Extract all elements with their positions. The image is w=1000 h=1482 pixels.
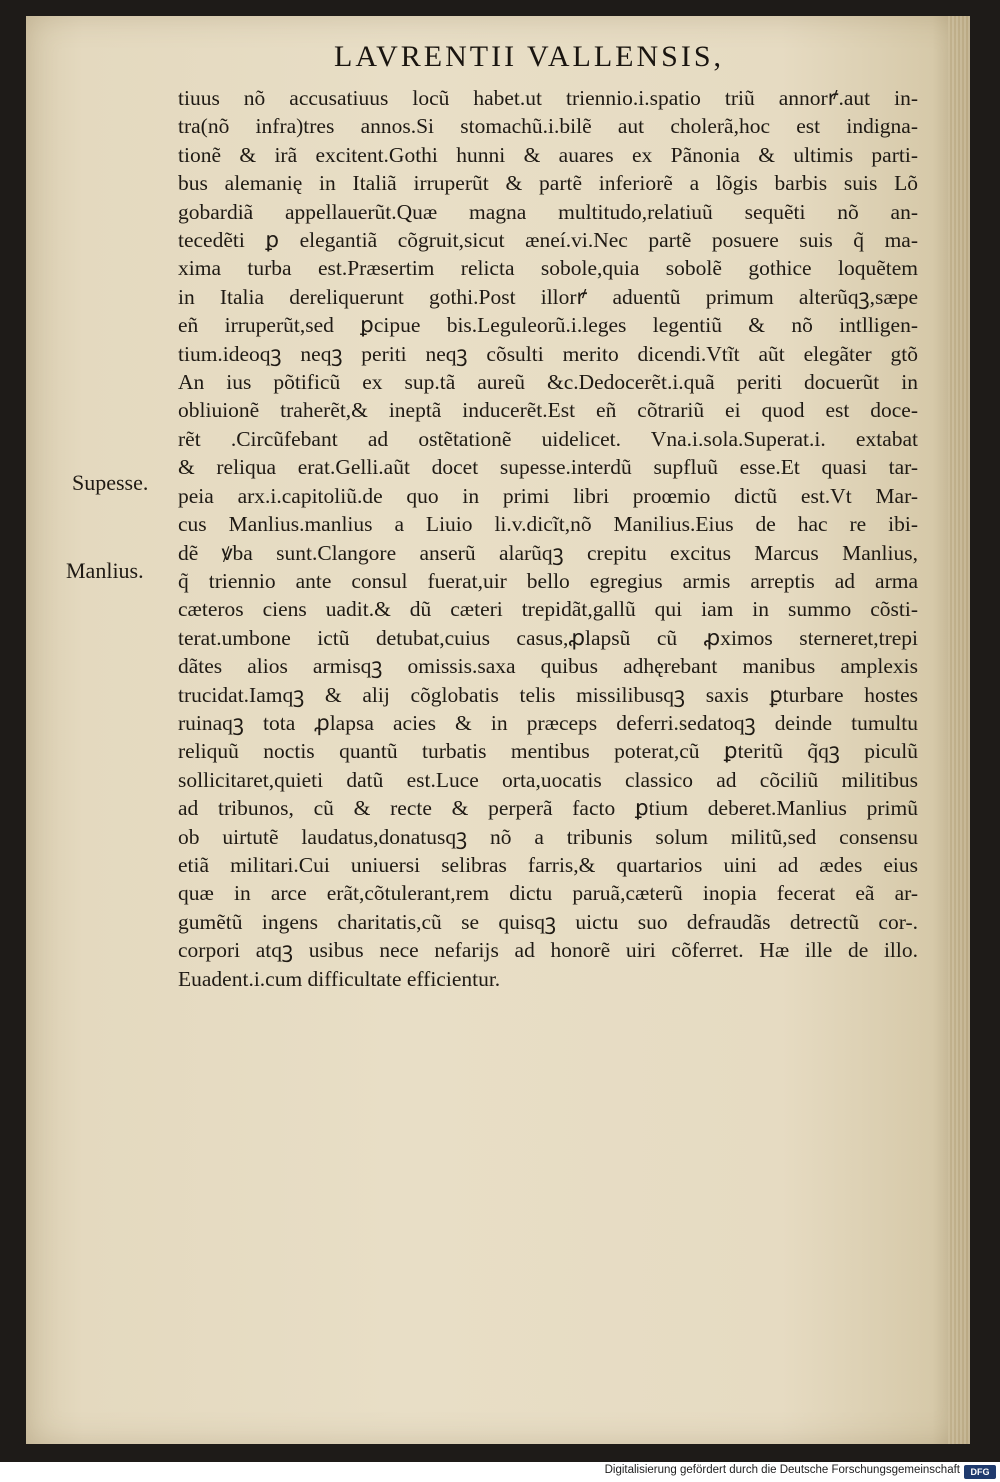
marginal-note-manlius: Manlius. (66, 558, 144, 583)
text-line: gobardiã appellauerũt.Quæ magna multitudo,relatiuũ sequẽti nõ an- (178, 199, 918, 224)
text-line: quæ in arce erãt,cõtulerant,rem dictu paruã,cæterũ inopia fecerat eã ar- (178, 881, 918, 906)
text-line: tra(nõ infra)tres annos.Si stomachũ.i.bilẽ aut cholerã,hoc est indigna- (178, 114, 918, 139)
text-line: in Italia dereliquerunt gothi.Post illorꝵ aduentũ primum alterũqꝫ,sæpe (178, 284, 918, 309)
text-line: terat.umbone ictũ detubat,cuius casus,ꝓlapsũ cũ ꝓximos sterneret,trepi (178, 625, 918, 650)
text-line: dẽ ꝟba sunt.Clangore anserũ alarũqꝫ crepitu excitus Marcus Manlius, (178, 540, 918, 565)
text-line: gumẽtũ ingens charitatis,cũ se quisqꝫ uictu suo defraudãs detrectũ cor-. (178, 909, 918, 934)
text-line: & reliqua erat.Gelli.aũt docet supesse.interdũ supfluũ esse.Et quasi tar- (178, 455, 918, 480)
text-line: corpori atqꝫ usibus nece nefarijs ad honorẽ uiri cõferret. Hæ ille de illo. (178, 938, 918, 963)
text-line: reliquũ noctis quantũ turbatis mentibus poterat,cũ ꝑteritũ q̃qꝫ piculũ (178, 739, 918, 764)
text-line: tionẽ & irã excitent.Gothi hunni & auares ex Pãnonia & ultimis parti- (178, 142, 918, 167)
text-line: ad tribunos, cũ & recte & perperã facto ꝑtium deberet.Manlius primũ (178, 796, 918, 821)
text-line: trucidat.Iamqꝫ & alij cõglobatis telis missilibusqꝫ saxis ꝑturbare hostes (178, 682, 918, 707)
text-line: rẽt .Circũfebant ad ostẽtationẽ uidelicet. Vna.i.sola.Superat.i. extabat (178, 426, 918, 451)
text-line: tiuus nõ accusatiuus locũ habet.ut triennio.i.spatio triũ annorꝵ.aut in- (178, 86, 918, 110)
body-text (178, 84, 918, 993)
footer-bar (0, 1462, 1000, 1482)
text-line: ruinaqꝫ tota ꝓlapsa acies & in præceps deferri.sedatoqꝫ deinde tumultu (178, 710, 918, 735)
text-line: Euadent.i.cum difficultate efficientur. (178, 966, 501, 991)
text-line: tecedẽti ꝑ elegantiã cõgruit,sicut æneí.vi.Nec partẽ posuere suis q̃ ma- (178, 228, 918, 253)
text-line: An ius põtificũ ex sup.tã aureũ &c.Dedocerẽt.i.quã periti docuerũt in (178, 370, 918, 395)
text-line: xima turba est.Præsertim relicta sobole,quia sobolẽ gothice loquẽtem (178, 256, 918, 281)
text-line: etiã militari.Cui uniuersi selibras farris,& quartarios uini ad ædes eius (178, 852, 918, 877)
marginal-note-supesse: Supesse. (72, 470, 149, 495)
text-line: dãtes alios armisqꝫ omissis.saxa quibus adhęrebant manibus amplexis (178, 654, 918, 679)
dfg-logo: DFG (964, 1465, 996, 1479)
text-line: peia arx.i.capitoliũ.de quo in primi libri proœmio dictũ est.Vt Mar- (178, 483, 918, 508)
text-line: sollicitaret,quieti datũ est.Luce orta,uocatis classico ad cõciliũ militibus (178, 767, 918, 792)
running-head: LAVRENTII VALLENSIS, (334, 40, 725, 73)
text-line: ob uirtutẽ laudatus,donatusqꝫ nõ a tribunis solum militũ,sed consensu (178, 824, 918, 849)
text-line: tium.ideoqꝫ neqꝫ periti neqꝫ cõsulti merito dicendi.Vtĩt aũt elegãter gtõ (178, 341, 918, 366)
text-line: q̃ triennio ante consul fuerat,uir bello egregius armis arreptis ad arma (178, 568, 918, 593)
text-line: cæteros ciens uadit.& dũ cæteri trepidãt,gallũ qui iam in summo cõsti- (178, 597, 918, 622)
text-line: eñ irruperũt,sed ꝑcipue bis.Leguleorũ.i.leges legentiũ & nõ intlligen- (178, 313, 918, 338)
footer-credit: Digitalisierung gefördert durch die Deutsche Forschungsgemeinschaft (604, 1464, 960, 1476)
text-line: obliuionẽ traherẽt,& ineptã inducerẽt.Est eñ cõtrariũ ei quod est doce- (178, 398, 918, 423)
text-line: bus alemanię in Italiã irruperũt & partẽ inferiorẽ a lõgis barbis suis Lõ (178, 171, 918, 196)
page-edge (948, 16, 970, 1444)
text-line: cus Manlius.manlius a Liuio li.v.dicĩt,nõ Manilius.Eius de hac re ibi- (178, 512, 918, 537)
